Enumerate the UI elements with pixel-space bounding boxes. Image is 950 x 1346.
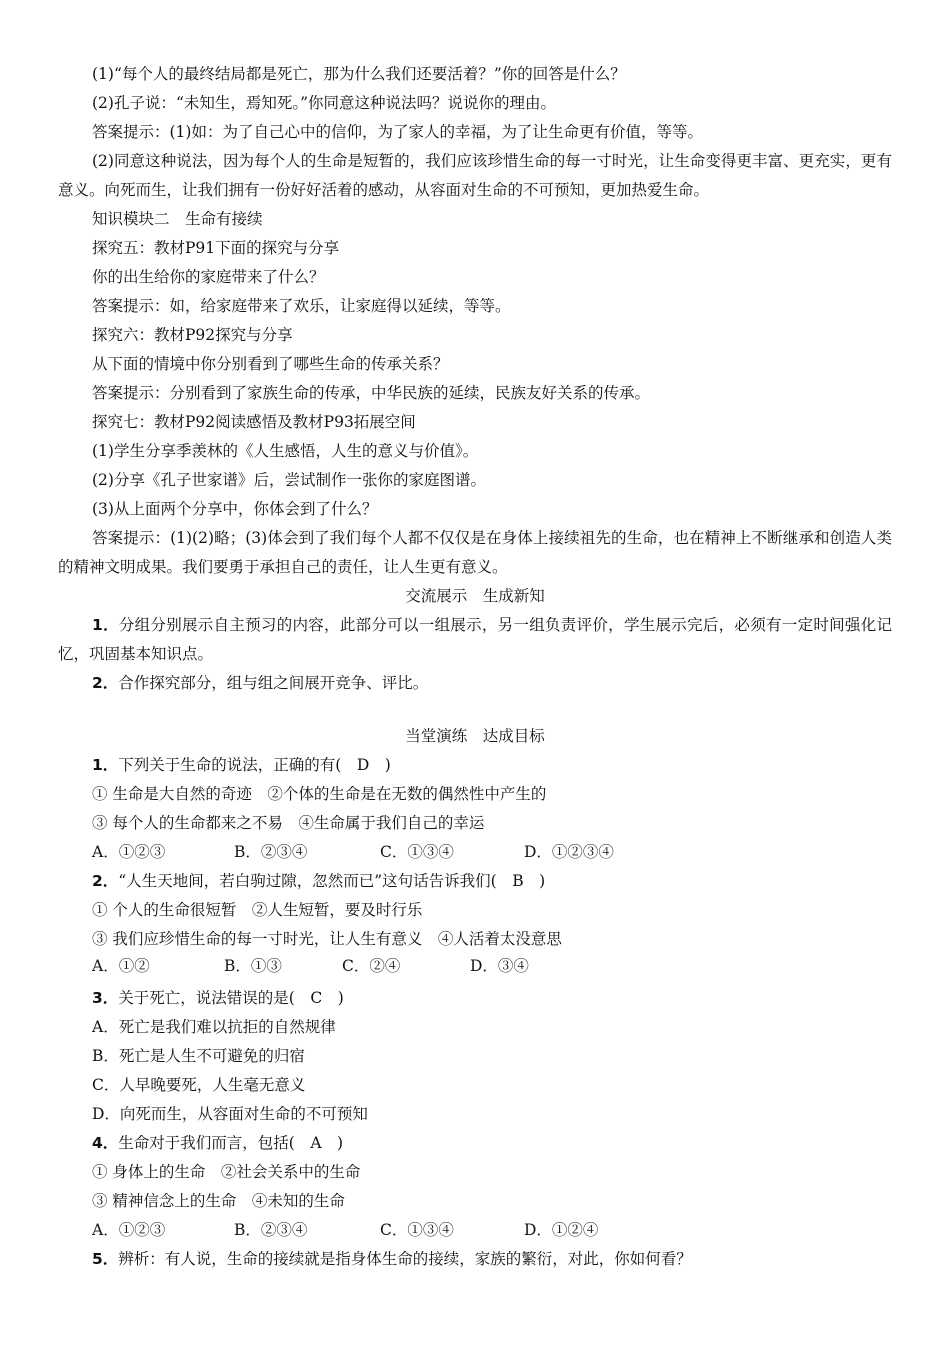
document-page: [0, 60, 950, 1274]
question-line: (3)从上面两个分享中，你体会到了什么？: [92, 500, 378, 518]
answer-hint: 答案提示：分别看到了家族生命的传承，中华民族的延续，民族友好关系的传承。: [92, 384, 651, 402]
question-line: (2)分享《孔子世家谱》后，尝试制作一张你的家庭图谱。: [92, 471, 486, 489]
question-line: 你的出生给你的家庭带来了什么？: [92, 268, 325, 286]
item-number: 2．: [92, 674, 119, 692]
statement-line: ③ 每个人的生命都来之不易 ④生命属于我们自己的幸运: [92, 814, 485, 832]
item-number: 1．: [92, 616, 119, 634]
question-line: (2)孔子说：“未知生，焉知死。”你同意这种说法吗？说说你的理由。: [92, 94, 557, 112]
option-c: C．①③④: [380, 1221, 454, 1239]
question-stem: [0, 1245, 950, 1274]
question-line: 从下面的情境中你分别看到了哪些生命的传承关系？: [92, 355, 449, 373]
option-d: D．③④: [470, 957, 529, 975]
exploration-title: 探究五：教材P91下面的探究与分享: [92, 239, 340, 257]
option-b: B．②③④: [234, 1221, 308, 1239]
question-stem: [0, 751, 950, 780]
options-row: [0, 838, 950, 867]
option-c: C．①③④: [380, 843, 454, 861]
option-d: D．向死而生，从容面对生命的不可预知: [92, 1105, 368, 1123]
option-b: B．①③: [224, 957, 282, 975]
item-text: 合作探究部分，组与组之间展开竞争、评比。: [118, 674, 429, 692]
question-number: 4．: [92, 1134, 119, 1152]
section-heading: 当堂演练 达成目标: [405, 727, 545, 745]
answer-hint: 答案提示：如，给家庭带来了欢乐，让家庭得以延续，等等。: [92, 297, 511, 315]
answer-paragraph: (2)同意这种说法，因为每个人的生命是短暂的，我们应该珍惜生命的每一寸时光，让生命变得更丰富、更充实，更有意义。向死而生，让我们拥有一份好好活着的感动，从容面对生命的不可预知，更加热爱生命。: [58, 152, 892, 199]
question-text: 关于死亡，说法错误的是( C ): [118, 989, 344, 1007]
option-d: D．①②④: [524, 1221, 599, 1239]
section-heading: 交流展示 生成新知: [405, 587, 545, 605]
question-text: 辨析：有人说，生命的接续就是指身体生命的接续，家族的繁衍，对此，你如何看？: [118, 1250, 692, 1268]
question-stem: [0, 1129, 950, 1158]
option-c: C．②④: [342, 957, 401, 975]
statement-line: ① 生命是大自然的奇迹 ②个体的生命是在无数的偶然性中产生的: [92, 785, 547, 803]
question-text: 生命对于我们而言，包括( A ): [118, 1134, 344, 1152]
question-number: 2．: [92, 872, 119, 890]
exchange-item: [0, 611, 950, 669]
options-row: [0, 1216, 950, 1245]
options-row: [0, 954, 950, 978]
option-c: C．人早晚要死，人生毫无意义: [92, 1076, 306, 1094]
option-a: A．①②: [92, 957, 150, 975]
question-text: 下列关于生命的说法，正确的有( D ): [118, 756, 391, 774]
exchange-item: [0, 669, 950, 698]
statement-line: ① 身体上的生命 ②社会关系中的生命: [92, 1163, 361, 1181]
module-title: 知识模块二 生命有接续: [92, 210, 263, 228]
statement-line: ③ 我们应珍惜生命的每一寸时光，让人生有意义 ④人活着太没意思: [92, 930, 562, 948]
question-line: (1)学生分享季羡林的《人生感悟，人生的意义与价值》。: [92, 442, 479, 460]
option-a: A．①②③: [92, 843, 166, 861]
question-line: (1)“每个人的最终结局都是死亡，那为什么我们还要活着？”你的回答是什么？: [92, 65, 626, 83]
question-text: “人生天地间，若白驹过隙，忽然而已”这句话告诉我们( B ): [118, 872, 546, 890]
answer-hint: 答案提示：(1)如：为了自己心中的信仰，为了家人的幸福，为了让生命更有价值，等等。: [92, 123, 703, 141]
option-a: A．死亡是我们难以抗拒的自然规律: [92, 1018, 336, 1036]
answer-paragraph: 答案提示：(1)(2)略；(3)体会到了我们每个人都不仅仅是在身体上接续祖先的生命，也在精神上不断继承和创造人类的精神文明成果。我们要勇于承担自己的责任，让人生更有意义。: [58, 529, 892, 576]
exploration-title: 探究六：教材P92探究与分享: [92, 326, 293, 344]
question-stem: [0, 867, 950, 896]
question-stem: [0, 984, 950, 1013]
option-d: D．①②③④: [524, 843, 614, 861]
question-number: 3．: [92, 989, 119, 1007]
statement-line: ③ 精神信念上的生命 ④未知的生命: [92, 1192, 345, 1210]
option-a: A．①②③: [92, 1221, 166, 1239]
question-number: 1．: [92, 756, 119, 774]
option-b: B．死亡是人生不可避免的归宿: [92, 1047, 305, 1065]
question-number: 5．: [92, 1250, 119, 1268]
exploration-title: 探究七：教材P92阅读感悟及教材P93拓展空间: [92, 413, 416, 431]
item-text: 分组分别展示自主预习的内容，此部分可以一组展示，另一组负责评价，学生展示完后，必须有一定时间强化记忆，巩固基本知识点。: [58, 616, 892, 663]
statement-line: ① 个人的生命很短暂 ②人生短暂，要及时行乐: [92, 901, 423, 919]
option-b: B．②③④: [234, 843, 308, 861]
